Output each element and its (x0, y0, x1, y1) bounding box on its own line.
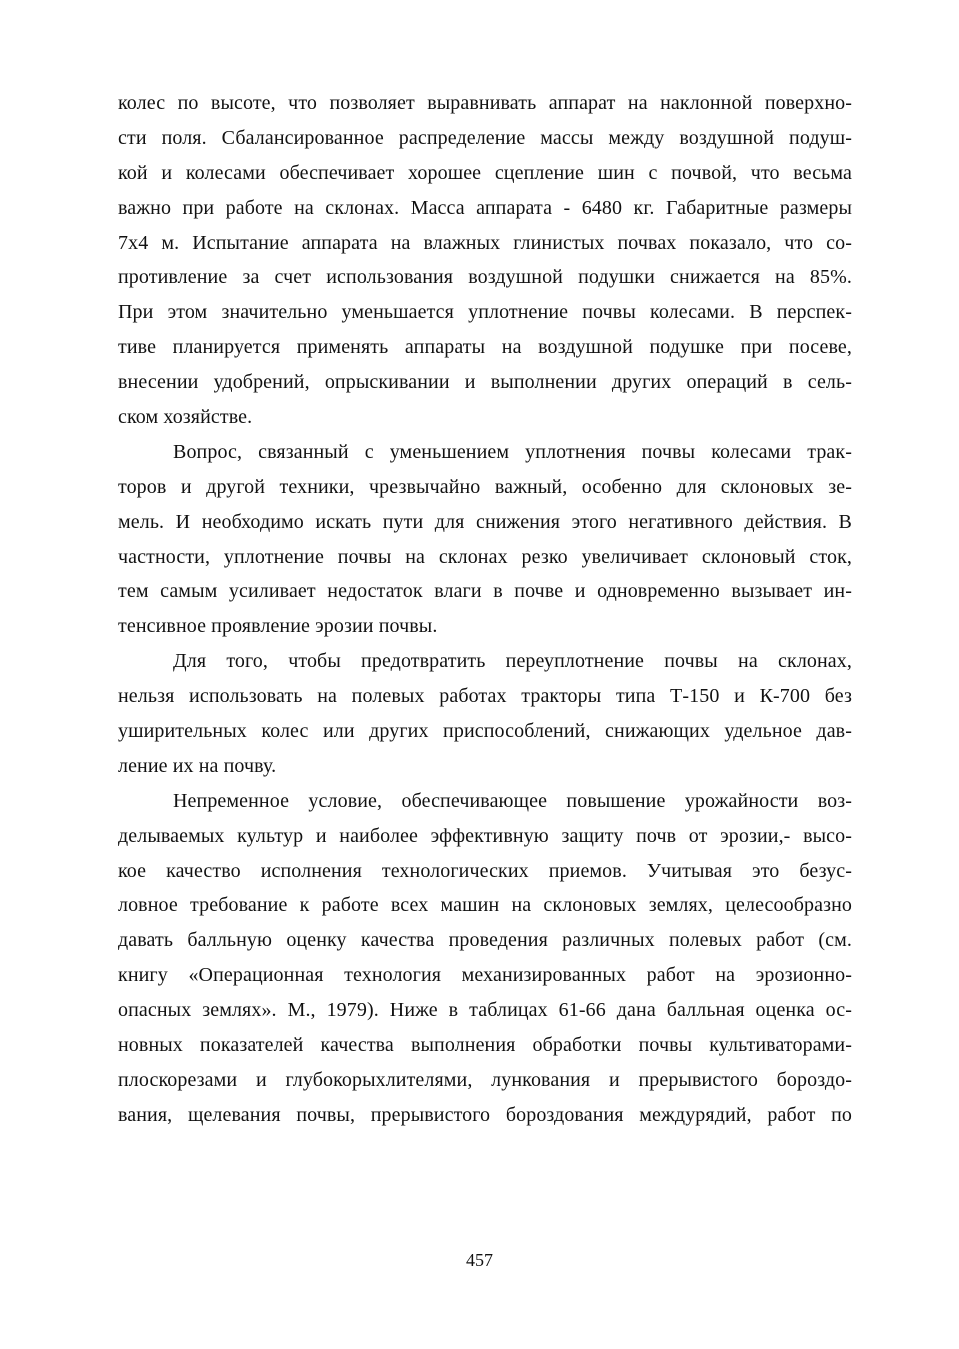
text-line: Непременное условие, обеспечивающее повышение урожайности воз- (173, 789, 852, 812)
text-line: сти поля. Сбалансированное распределение массы между воздушной подуш- (118, 126, 852, 149)
text-line: мель. И необходимо искать пути для снижения этого негативного действия. В (118, 510, 852, 533)
text-line: нельзя использовать на полевых работах тракторы типа Т-150 и К-700 без (118, 685, 852, 708)
text-line: Вопрос, связанный с уменьшением уплотнения почвы колесами трак- (173, 440, 852, 463)
text-line: торов и другой техники, чрезвычайно важный, особенно для склоновых зе- (118, 475, 852, 498)
text-line: ление их на почву. (118, 754, 277, 777)
paragraph-4 (118, 784, 852, 1133)
text-line: важно при работе на склонах. Масса аппарата - 6480 кг. Габаритные размеры (118, 196, 852, 219)
text-line: колес по высоте, что позволяет выравнивать аппарат на наклонной поверхно- (118, 92, 852, 114)
text-line: тенсивное проявление эрозии почвы. (118, 615, 438, 638)
text-line: 7х4 м. Испытание аппарата на влажных глинистых почвах показало, что со- (118, 231, 852, 254)
text-line: новных показателей качества выполнения обработки почвы культиваторами- (118, 1034, 852, 1057)
text-line: противление за счет использования воздушной подушки снижается на 85%. (118, 266, 852, 289)
text-line: внесении удобрений, опрыскивании и выполнении других операций в сель- (118, 371, 852, 394)
text-line: ловное требование к работе всех машин на склоновых землях, целесообразно (118, 894, 852, 917)
text-line: кое качество исполнения технологических приемов. Учитывая это безус- (118, 859, 852, 882)
page-number: 457 (466, 1250, 493, 1270)
text-line: кой и колесами обеспечивает хорошее сцепление шин с почвой, что весьма (118, 161, 852, 184)
text-line: тиве планируется применять аппараты на воздушной подушке при посеве, (118, 336, 852, 359)
text-line: книгу «Операционная технология механизированных работ на эрозионно- (118, 964, 852, 987)
text-line: При этом значительно уменьшается уплотнение почвы колесами. В перспек- (118, 301, 852, 324)
text-line: делываемых культур и наиболее эффективную защиту почв от эрозии,- высо- (118, 824, 852, 847)
text-line: Для того, чтобы предотвратить переуплотнение почвы на склонах, (173, 650, 852, 673)
text-line: давать балльную оценку качества проведения различных полевых работ (см. (118, 929, 852, 952)
paragraph-2 (118, 435, 852, 644)
text-line: плоскорезами и глубокорыхлителями, лункования и прерывистого бороздо- (118, 1068, 852, 1091)
body-text (118, 86, 852, 1133)
text-line: ском хозяйстве. (118, 406, 253, 429)
text-line: вания, щелевания почвы, прерывистого бороздования междурядий, работ по (118, 1103, 852, 1126)
text-line: уширительных колес или других приспособлений, снижающих удельное дав- (118, 720, 852, 743)
text-line: опасных землях». М., 1979). Ниже в таблицах 61-66 дана балльная оценка ос- (118, 999, 852, 1022)
text-line: тем самым усиливает недостаток влаги в почве и одновременно вызывает ин- (118, 580, 852, 603)
paragraph-1 (118, 86, 852, 435)
text-line: частности, уплотнение почвы на склонах резко увеличивает склоновый сток, (118, 545, 852, 568)
paragraph-3 (118, 644, 852, 784)
